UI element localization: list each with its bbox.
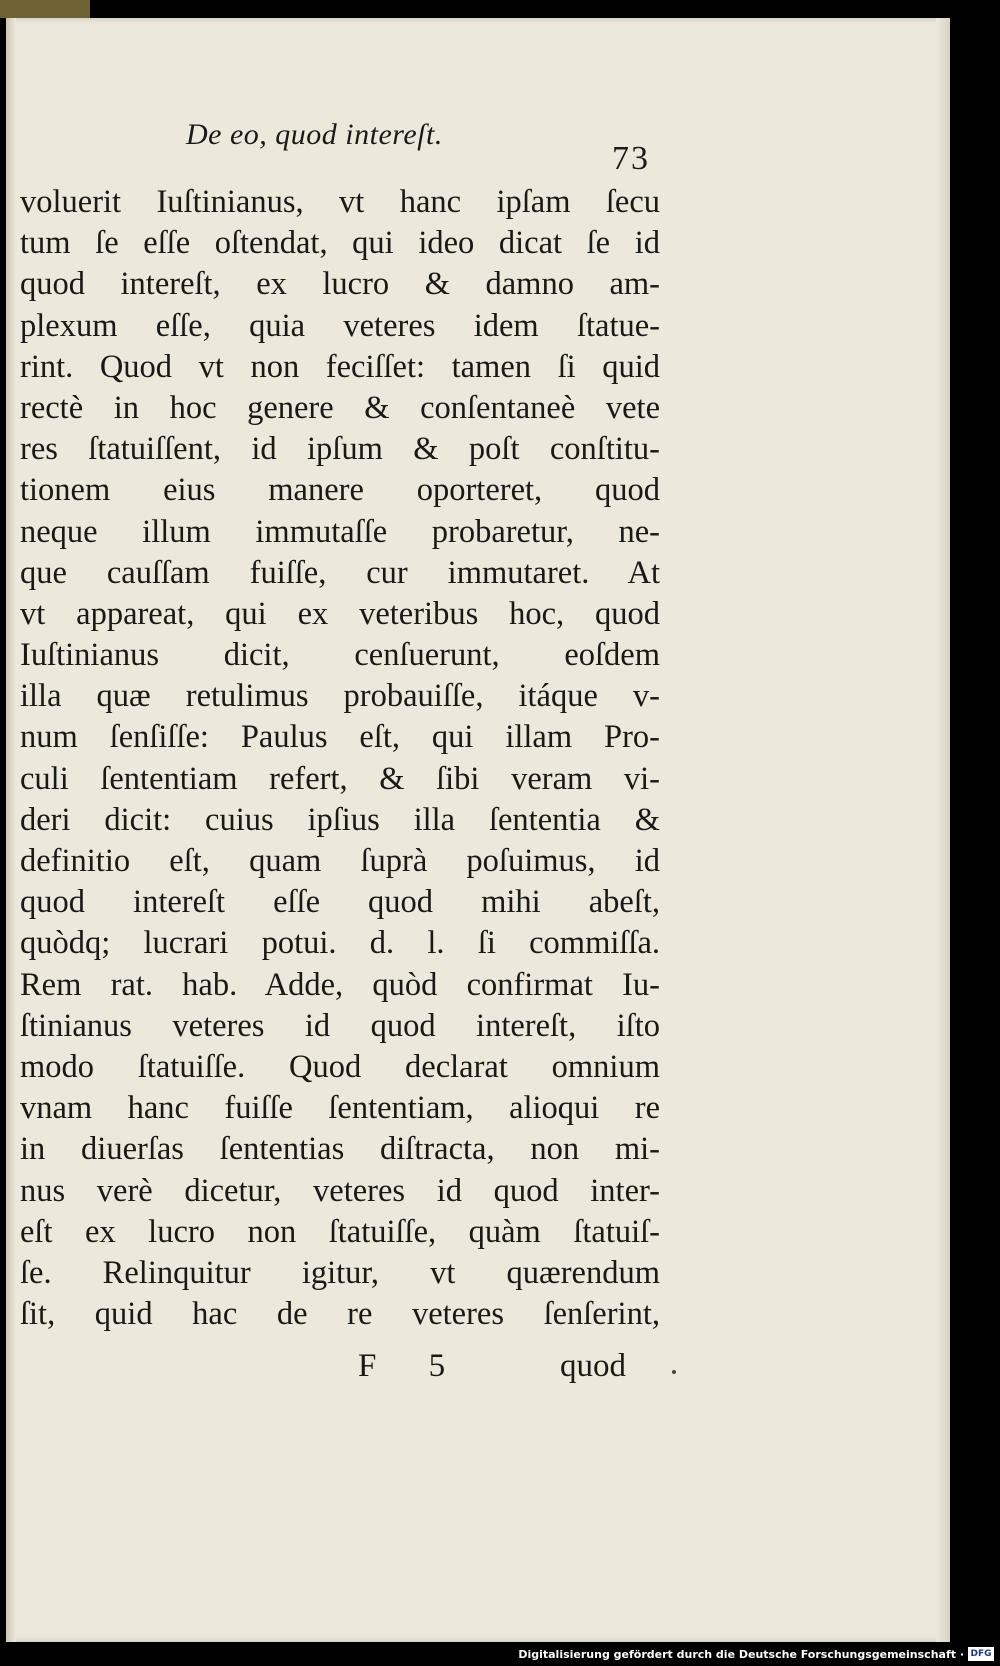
digitization-credit <box>518 1646 994 1662</box>
text-line: modo ſtatuiſſe. Quod declarat omnium <box>20 1048 660 1085</box>
page-right-edge <box>936 18 950 1642</box>
text-line: rectè in hoc genere & conſentaneè vete <box>20 389 660 426</box>
catchline <box>6 1348 950 1392</box>
text-line: quòdq; lucrari potui. d. l. ſi commiſſa. <box>20 925 660 962</box>
binding-strip <box>0 0 90 18</box>
text-line: tionem eius manere oporteret, quod <box>20 472 660 509</box>
ink-dot <box>672 1370 676 1374</box>
text-line: illa quæ retulimus probauiſſe, itáque v- <box>20 678 660 715</box>
text-line: plexum eſſe, quia veteres idem ſtatue- <box>20 307 660 344</box>
book-page <box>6 18 950 1642</box>
text-line: definitio eſt, quam ſuprà poſuimus, id <box>20 843 660 879</box>
dfg-logo-icon: DFG <box>968 1647 994 1661</box>
text-line: tum ſe eſſe oſtendat, qui ideo dicat ſe id <box>20 225 660 262</box>
text-line: vnam hanc fuiſſe ſententiam, alioqui re <box>20 1090 660 1127</box>
body-text <box>20 182 660 1335</box>
signature-mark: F 5 <box>358 1348 468 1384</box>
text-line: Iuſtinianus dicit, cenſuerunt, eoſdem <box>20 637 660 674</box>
text-line: eſt ex lucro non ſtatuiſſe, quàm ſtatuiſ- <box>20 1213 660 1250</box>
text-line: ſe. Relinquitur igitur, vt quærendum <box>20 1254 660 1291</box>
text-line: rint. Quod vt non feciſſet: tamen ſi quid <box>20 348 660 385</box>
running-head: De eo, quod intereſt. <box>186 118 443 151</box>
text-line: Rem rat. hab. Adde, quòd confirmat Iu- <box>20 966 660 1003</box>
text-line: res ſtatuiſſent, id ipſum & poſt conſtitu- <box>20 431 660 468</box>
text-line: voluerit Iuſtinianus, vt hanc ipſam ſecu <box>20 184 660 220</box>
text-line: quod intereſt, ex lucro & damno am- <box>20 266 660 303</box>
text-line: ſit, quid hac de re veteres ſenſerint, <box>20 1296 660 1333</box>
text-line: vt appareat, qui ex veteribus hoc, quod <box>20 595 660 632</box>
text-line: quod intereſt eſſe quod mihi abeſt, <box>20 884 660 921</box>
text-line: ſtinianus veteres id quod intereſt, iſto <box>20 1007 660 1044</box>
text-line: que cauſſam fuiſſe, cur immutaret. At <box>20 554 660 591</box>
text-line: deri dicit: cuius ipſius illa ſententia & <box>20 801 660 838</box>
text-line: neque illum immutaſſe probaretur, ne- <box>20 513 660 550</box>
catchword: quod <box>560 1348 626 1384</box>
text-line: culi ſententiam refert, & ſibi veram vi- <box>20 760 660 797</box>
text-line: in diuerſas ſententias diſtracta, non mi- <box>20 1131 660 1168</box>
credit-text: Digitalisierung gefördert durch die Deutsche Forschungsgemeinschaft · <box>518 1647 964 1661</box>
text-line: num ſenſiſſe: Paulus eſt, qui illam Pro- <box>20 719 660 756</box>
text-line: nus verè dicetur, veteres id quod inter- <box>20 1172 660 1209</box>
page-number: 73 <box>612 140 650 177</box>
page-gutter-edge <box>6 18 16 1642</box>
